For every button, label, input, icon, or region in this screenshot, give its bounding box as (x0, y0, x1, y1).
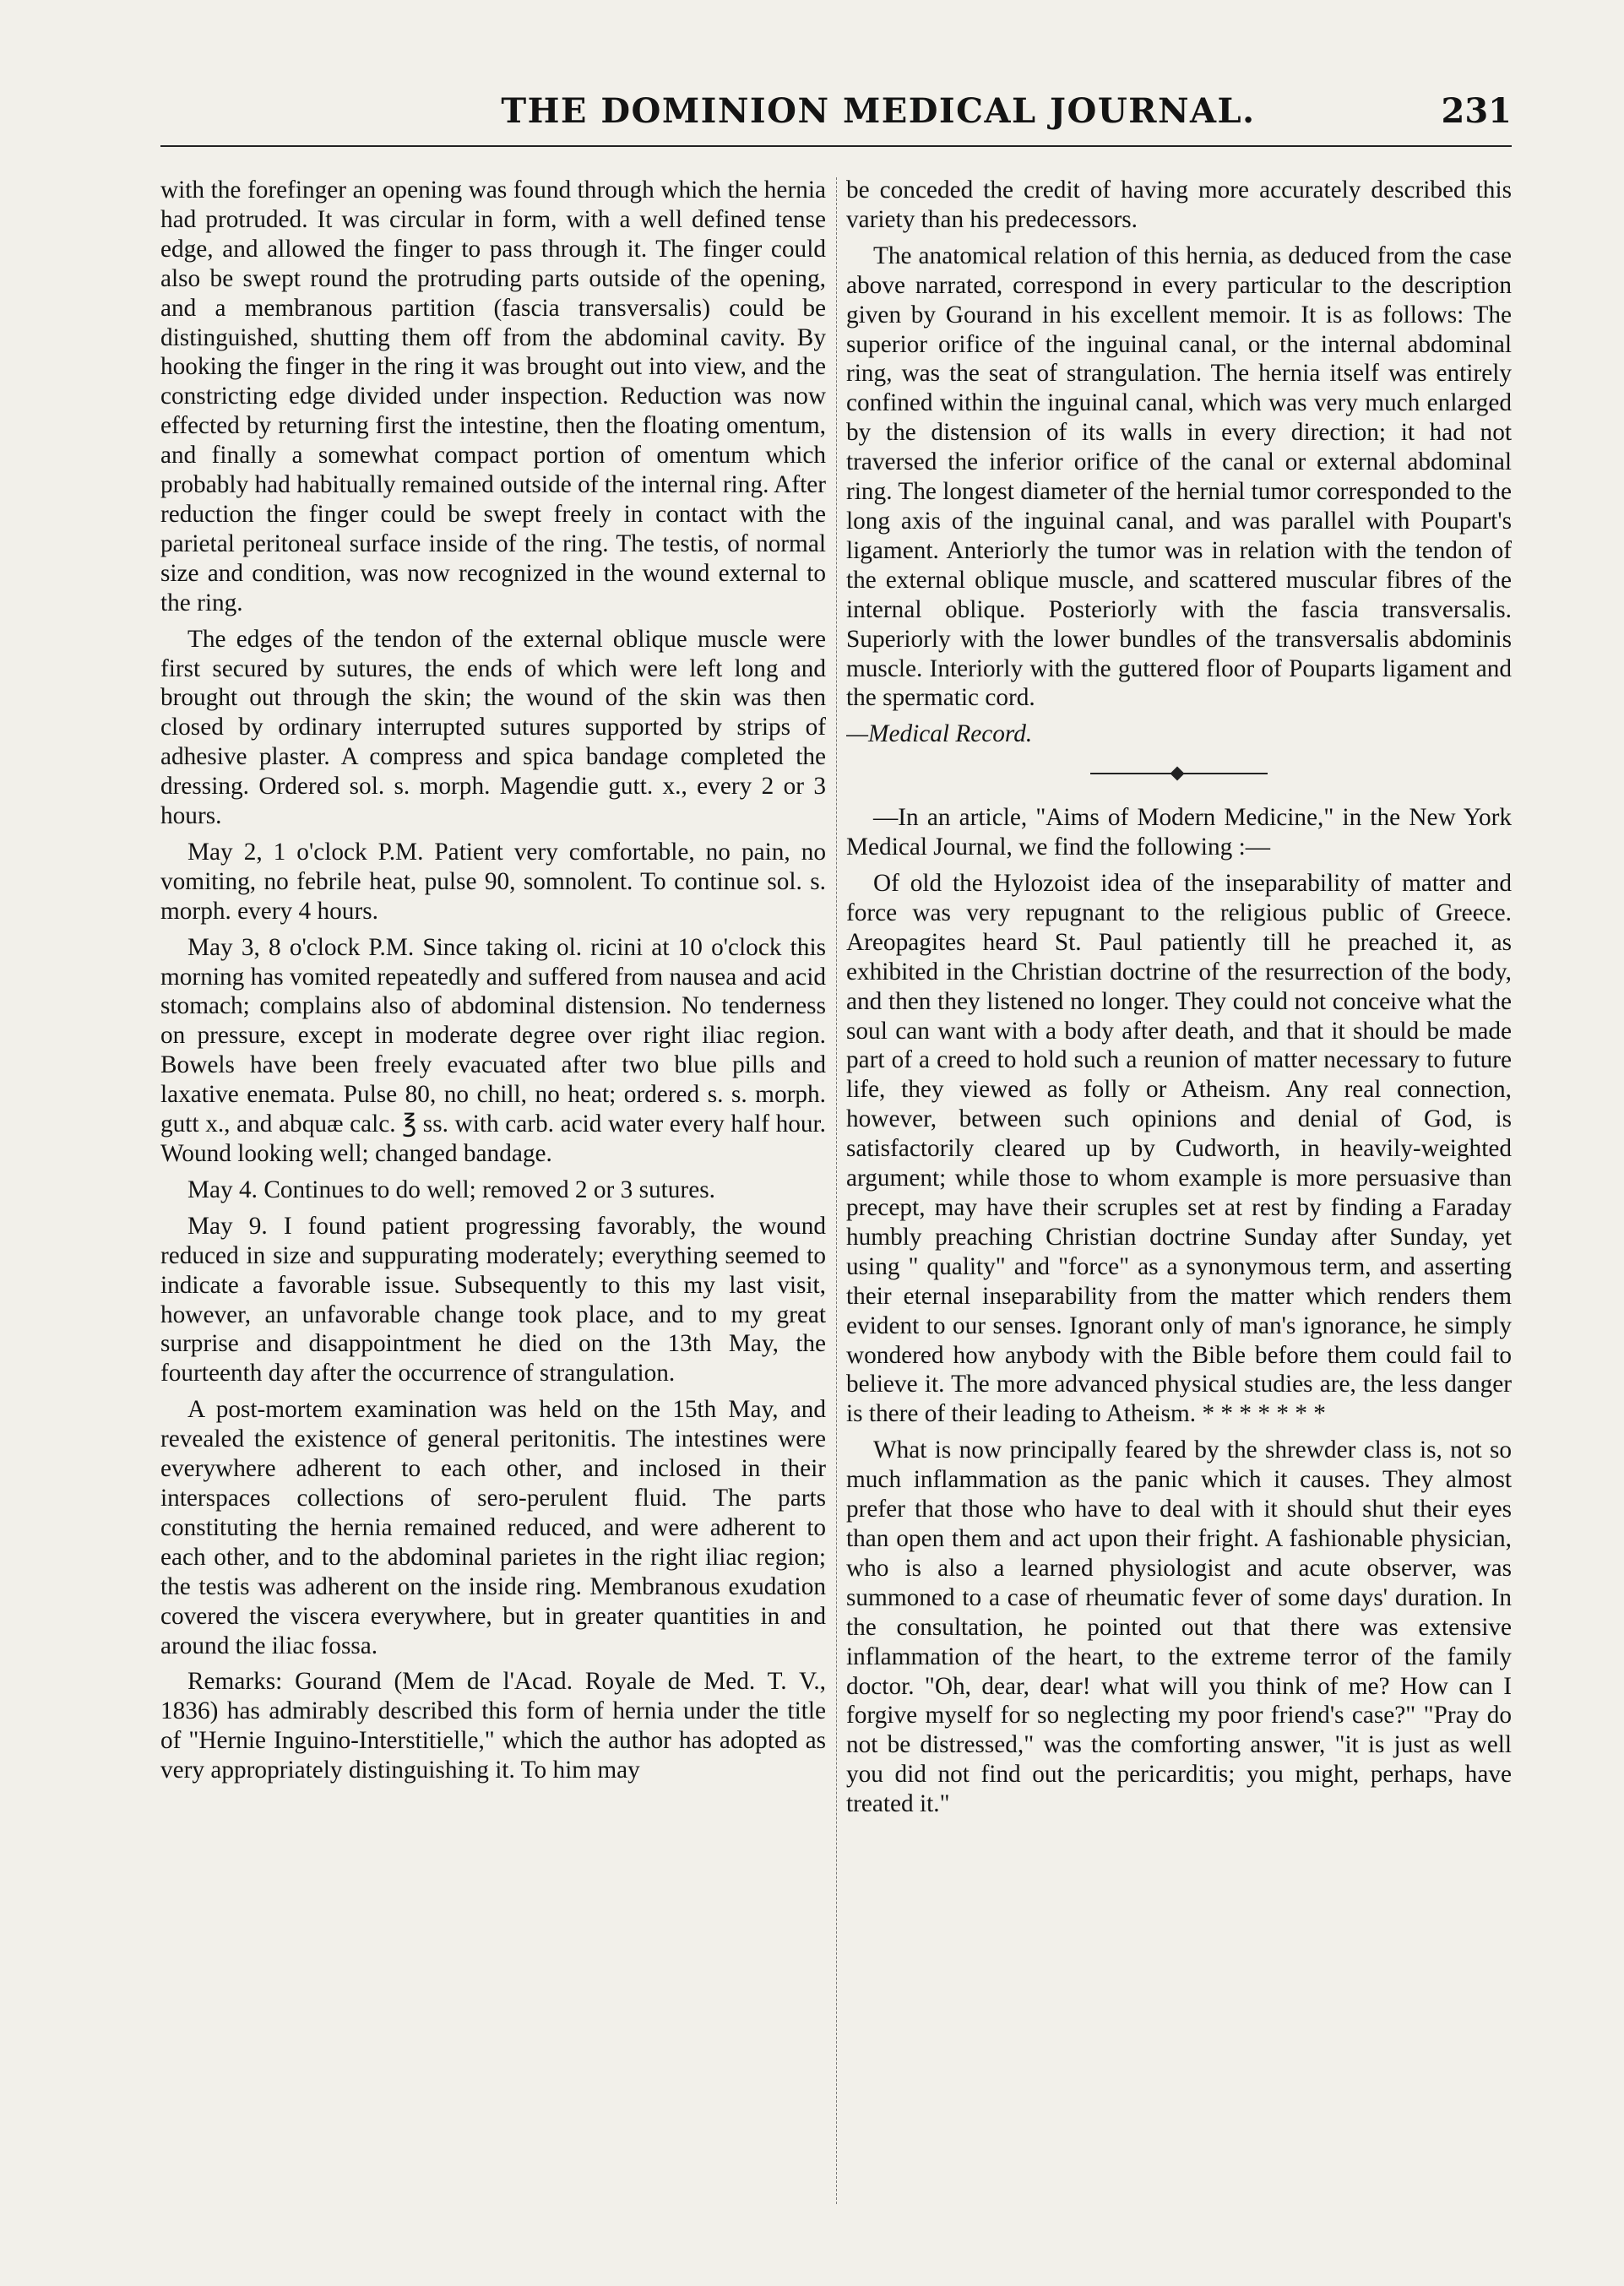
separator-ornament (1170, 767, 1185, 781)
paragraph: May 3, 8 o'clock P.M. Since taking ol. ricini at 10 o'clock this morning has vomited repeatedly and suffered from nausea and acid stomach; complains also of abdominal distension. No tenderness on pressure, except in moderate degree over right iliac region. Bowels have been freely evacuated after two blue pills and laxative enemata. Pulse 80, no chill, no heat; ordered s. s. morph. gutt x., and abquæ calc. ℥ ss. with carb. acid water every half hour. Wound looking well; changed bandage. (160, 933, 826, 1167)
left-column (160, 176, 826, 2219)
paragraph: Of old the Hylozoist idea of the inseparability of matter and force was very repugnant to the religious public of Greece. Areopagites heard St. Paul patiently till he preached it, as exhibited in the Christian doctrine of the resurrection of the body, and then they listened no longer. They could not conceive what the soul can want with a body after death, and that it should be made part of a creed to hold such a reunion of matter necessary to future life, they viewed as folly or Atheism. Any real connection, however, between such opinions and denial of God, is satisfactorily cleared up by Cudworth, in heavily-weighted argument; while those to whom example is more persuasive than precept, may have their scruples set at rest by finding a Faraday humbly preaching Christian doctrine Sunday after Sunday, yet using " quality" and "force" as a synonymous term, and asserting their eternal inseparability from the matter which renders them evident to our senses. Ignorant only of man's ignorance, he simply wondered how anybody with the Bible before them could fail to believe it. The more advanced physical studies are, the less danger is there of their leading to Atheism. * * * * * * * (846, 870, 1512, 1428)
paragraph: May 2, 1 o'clock P.M. Patient very comfortable, no pain, no vomiting, no febrile heat, pulse 90, somnolent. To continue sol. s. morph. every 4 hours. (160, 838, 826, 925)
paragraph: What is now principally feared by the shrewder class is, not so much inflammation as the panic which it causes. They almost prefer that those who have to deal with it should shut their eyes than open them and act upon their fright. A fashionable physician, who is also a learned physiologist and acute observer, was summoned to a case of rheumatic fever of some days' duration. In the consultation, he pointed out that there was extensive inflammation of the heart, to the extreme terror of the family doctor. "Oh, dear, dear! what will you think of me? How can I forgive myself for so neglecting my poor friend's case?" "Pray do not be distressed," was the comforting answer, "it is just as well you did not find out the pericarditis; you might, perhaps, have treated it." (846, 1436, 1512, 1818)
column-divider (836, 177, 837, 2204)
right-column (846, 176, 1512, 2219)
paragraph: May 9. I found patient progressing favorably, the wound reduced in size and suppurating moderately; everything seemed to indicate a favorable issue. Subsequently to this my last visit, however, an unfavorable change took place, and to my great surprise and disappointment he died on the 13th May, the fourteenth day after the occurrence of strangulation. (160, 1212, 826, 1387)
running-title: THE DOMINION MEDICAL JOURNAL. (501, 91, 1256, 131)
section-separator (1090, 773, 1268, 774)
source-note: —Medical Record. (846, 720, 1033, 748)
page-number: 231 (1441, 91, 1512, 131)
paragraph: with the forefinger an opening was found through which the hernia had protruded. It was circular in form, with a well defined tense edge, and allowed the finger to pass through it. The finger could also be swept round the protruding parts outside of the opening, and a membranous partition (fascia transversalis) could be distinguished, shutting them off from the abdominal cavity. By hooking the finger in the ring it was brought out into view, and the constricting edge divided under inspection. Reduction was now effected by returning first the intestine, then the floating omentum, and finally a somewhat compact portion of omentum which probably had habitually remained outside of the internal ring. After reduction the finger could be swept freely in contact with the parietal peritoneal surface inside of the ring. The testis, of normal size and condition, was now recognized in the wound external to the ring. (160, 176, 826, 616)
paragraph: be conceded the credit of having more accurately described this variety than his predecessors. (846, 176, 1512, 233)
article-intro: —In an article, "Aims of Modern Medicine," in the New York Medical Journal, we find the following :— (846, 804, 1512, 861)
paragraph: Remarks: Gourand (Mem de l'Acad. Royale de Med. T. V., 1836) has admirably described this form of hernia under the title of "Hernie Inguino-Interstitielle," which the author has adopted as very appropriately distinguishing it. To him may (160, 1668, 826, 1784)
header-rule (160, 145, 1512, 147)
paragraph: A post-mortem examination was held on the 15th May, and revealed the existence of general peritonitis. The intestines were everywhere adherent to each other, and inclosed in their interspaces collections of sero-perulent fluid. The parts constituting the hernia remained reduced, and were adherent to each other, and to the abdominal parietes in the right iliac region; the testis was adherent on the inside ring. Membranous exudation covered the viscera everywhere, but in greater quantities in and around the iliac fossa. (160, 1396, 826, 1659)
paragraph: The edges of the tendon of the external oblique muscle were first secured by sutures, the ends of which were left long and brought out through the skin; the wound of the skin was then closed by ordinary interrupted sutures supported by strips of adhesive plaster. A compress and spica bandage completed the dressing. Ordered sol. s. morph. Magendie gutt. x., every 2 or 3 hours. (160, 625, 826, 830)
paragraph: May 4. Continues to do well; removed 2 or 3 sutures. (187, 1176, 715, 1203)
page-header (160, 91, 1512, 142)
paragraph: The anatomical relation of this hernia, as deduced from the case above narrated, correspond in every particular to the description given by Gourand in his excellent memoir. It is as follows: The superior orifice of the inguinal canal, or the internal abdominal ring, was the seat of strangulation. The hernia itself was entirely confined within the inguinal canal, which was very much enlarged by the distension of its walls in every direction; it had not traversed the inferior orifice of the canal or external abdominal ring. The longest diameter of the hernial tumor corresponded to the long axis of the inguinal canal, and was parallel with Poupart's ligament. Anteriorly the tumor was in relation with the tendon of the external oblique muscle, and scattered muscular fibres of the internal oblique. Posteriorly with the fascia transversalis. Superiorly with the lower bundles of the transversalis abdominis muscle. Interiorly with the guttered floor of Pouparts ligament and the spermatic cord. (846, 242, 1512, 712)
